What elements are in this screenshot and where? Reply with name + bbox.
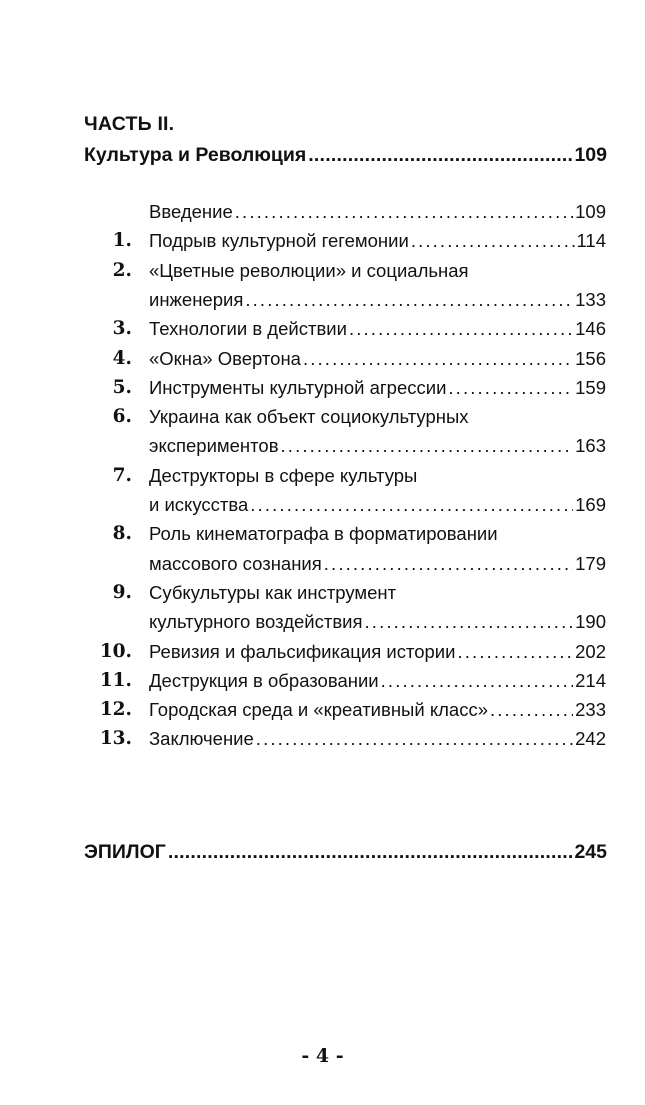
- entry-title: Деструкция в образовании: [149, 669, 379, 691]
- dot-leader: [490, 696, 573, 724]
- entry-title: экспериментов: [149, 435, 279, 457]
- entry-number: 10.: [99, 640, 132, 662]
- part-label: ЧАСТЬ II.: [84, 113, 175, 135]
- entry-number: 1.: [112, 230, 132, 252]
- dot-leader: [411, 227, 575, 255]
- entry-title: Введение: [149, 201, 233, 222]
- entry-page: 169: [575, 494, 606, 515]
- dot-leader: [324, 550, 573, 578]
- dot-leader: [303, 345, 573, 373]
- toc-entry: [149, 198, 606, 226]
- entry-title-line: Украина как объект социокультурных: [149, 406, 469, 428]
- entry-page: 133: [575, 288, 606, 310]
- entry-page: 179: [575, 552, 606, 574]
- entry-title: массового сознания: [149, 552, 322, 574]
- entry-page: 146: [575, 318, 606, 340]
- entry-title: культурного воздействия: [149, 611, 363, 633]
- dot-leader: [168, 838, 573, 866]
- part-page: 109: [574, 144, 607, 166]
- dot-leader: [381, 667, 573, 695]
- entry-title-line: Деструкторы в сфере культуры: [149, 464, 418, 486]
- entry-title-line: «Цветные революции» и социальная: [149, 259, 469, 281]
- entry-number: 11.: [99, 669, 132, 691]
- entry-number: 4.: [112, 347, 132, 369]
- entry-page: 202: [575, 640, 606, 662]
- epilogue-row: [84, 838, 607, 866]
- toc-entry: [149, 374, 606, 402]
- page-number: - 4 -: [301, 1045, 344, 1067]
- entry-number: 7.: [112, 464, 132, 486]
- toc-entry: [149, 550, 606, 578]
- entry-title: Городская среда и «креативный класс»: [149, 699, 488, 721]
- dot-leader: [448, 374, 573, 402]
- toc-entry: [149, 345, 606, 373]
- entry-page: 114: [576, 230, 606, 252]
- toc-entry: [149, 696, 606, 724]
- toc-entry: [149, 491, 606, 519]
- toc-entry: [149, 432, 606, 460]
- entry-title: Заключение: [149, 728, 254, 750]
- entry-title: Инструменты культурной агрессии: [149, 376, 447, 398]
- entry-number: 5.: [112, 376, 132, 398]
- entry-number: 12.: [99, 699, 132, 721]
- entry-page: 163: [575, 435, 606, 457]
- epilogue-page: 245: [574, 841, 607, 863]
- toc-entry: [149, 638, 606, 666]
- toc-entry: [149, 667, 606, 695]
- entry-title: Ревизия и фальсификация истории: [149, 640, 456, 662]
- dot-leader: [308, 141, 572, 169]
- dot-leader: [365, 608, 574, 636]
- toc-entry: [149, 608, 606, 636]
- epilogue-title: ЭПИЛОГ: [84, 841, 166, 863]
- entry-title-line: Субкультуры как инструмент: [149, 581, 397, 603]
- toc-entry: [149, 315, 606, 343]
- entry-page: 109: [575, 201, 606, 222]
- entry-number: 13.: [99, 728, 132, 750]
- dot-leader: [256, 725, 573, 753]
- dot-leader: [457, 638, 573, 666]
- entry-title: Технологии в действии: [149, 318, 347, 340]
- entry-number: 3.: [112, 318, 132, 340]
- dot-leader: [281, 432, 574, 460]
- entry-title: «Окна» Овертона: [149, 347, 301, 369]
- entry-page: 242: [575, 728, 606, 750]
- dot-leader: [349, 315, 573, 343]
- entry-number: 6.: [112, 406, 132, 428]
- entry-number: 9.: [112, 581, 132, 603]
- toc-entry: [149, 725, 606, 753]
- part-title: Культура и Революция: [84, 144, 307, 166]
- toc-entry: [149, 286, 606, 314]
- entry-page: 190: [575, 611, 606, 633]
- entry-page: 159: [575, 376, 606, 398]
- dot-leader: [250, 491, 573, 519]
- entry-title: и искусства: [149, 494, 249, 515]
- entry-title: Подрыв культурной гегемонии: [149, 230, 409, 252]
- dot-leader: [235, 198, 573, 226]
- part-title-row: [84, 141, 607, 169]
- entry-page: 156: [575, 347, 606, 369]
- dot-leader: [245, 286, 573, 314]
- entry-page: 214: [575, 669, 606, 691]
- toc-entry: [149, 227, 606, 255]
- entry-title-line: Роль кинематографа в форматировании: [149, 523, 498, 545]
- entry-title: инженерия: [149, 288, 244, 310]
- entry-number: 2.: [112, 259, 132, 281]
- entry-page: 233: [575, 699, 606, 721]
- entry-number: 8.: [112, 523, 132, 545]
